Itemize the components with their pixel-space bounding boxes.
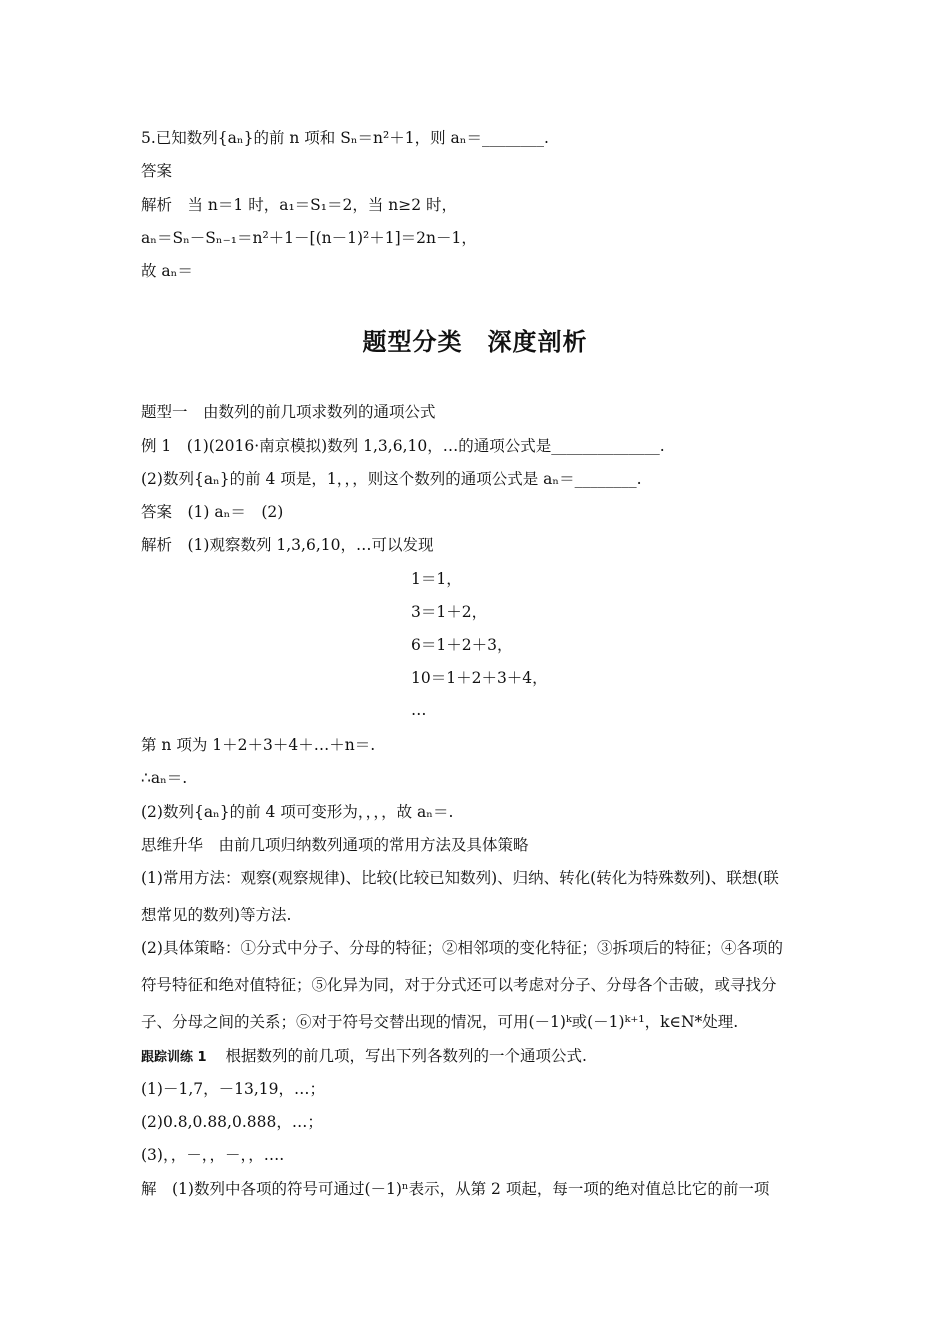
strategy-line-3: 子、分母之间的关系；⑥对于符号交替出现的情况，可用(－1)ᵏ或(－1)ᵏ⁺¹，k∈N*处理. [141,1013,739,1031]
nth-term-line: 第 n 项为 1＋2＋3＋4＋…＋n＝. [141,736,376,754]
part-2-analysis: (2)数列{aₙ}的前 4 项可变形为，，，，故 aₙ＝. [141,803,454,821]
method-line-1: (1)常用方法：观察(观察规律)、比较(比较已知数列)、归纳、转化(转化为特殊数列)、联想(联 [141,869,779,887]
practice-text: 根据数列的前几项，写出下列各数列的一个通项公式. [225,1047,587,1065]
analysis-line-3: 故 aₙ＝ [141,262,193,280]
practice-item-1: (1)－1,7，－13,19，…； [141,1080,325,1098]
problem-5-statement: 5.已知数列{aₙ}的前 n 项和 Sₙ＝n²＋1，则 aₙ＝________. [141,129,549,147]
example-1-part-1: 例 1 (1)(2016·南京模拟)数列 1,3,6,10，…的通项公式是______________. [141,437,665,455]
analysis-line-1: 解析 当 n＝1 时，a₁＝S₁＝2，当 n≥2 时， [141,196,458,214]
method-line-2: 想常见的数列)等方法. [141,906,292,924]
practice-item-3: (3)，，－，，－，，…. [141,1146,285,1164]
example-1-analysis: 解析 (1)观察数列 1,3,6,10，…可以发现 [141,536,434,554]
equation-line: 10＝1＋2＋3＋4， [411,669,548,687]
thinking-summary-heading: 思维升华 由前几项归纳数列通项的常用方法及具体策略 [141,836,529,854]
practice-item-2: (2)0.8,0.88,0.888，…； [141,1113,323,1131]
solution-line-1: 解 (1)数列中各项的符号可通过(－1)ⁿ表示，从第 2 项起，每一项的绝对值总比它的前一项 [141,1180,770,1198]
topic-1-heading: 题型一 由数列的前几项求数列的通项公式 [141,403,436,421]
equation-line: 6＝1＋2＋3， [411,636,513,654]
example-1-part-2: (2)数列{aₙ}的前 4 项是，1，，，则这个数列的通项公式是 aₙ＝________. [141,470,642,488]
equation-line: 1＝1， [411,570,462,588]
section-title: 题型分类 深度剖析 [362,328,588,356]
therefore-line: ∴aₙ＝. [141,769,188,787]
strategy-line-2: 符号特征和绝对值特征；⑤化异为同，对于分式还可以考虑对分子、分母各个击破，或寻找分 [141,976,777,994]
analysis-line-2: aₙ＝Sₙ－Sₙ₋₁＝n²＋1－[(n－1)²＋1]＝2n－1， [141,229,477,247]
practice-label: 跟踪训练 1 [141,1050,207,1065]
equation-ellipsis: … [411,701,427,719]
strategy-line-1: (2)具体策略：①分式中分子、分母的特征；②相邻项的变化特征；③拆项后的特征；④各项的 [141,939,783,957]
practice-line [141,1046,587,1068]
example-1-answer: 答案 (1) aₙ＝ (2) [141,503,284,521]
equation-line: 3＝1＋2， [411,603,488,621]
answer-label: 答案 [141,162,173,180]
